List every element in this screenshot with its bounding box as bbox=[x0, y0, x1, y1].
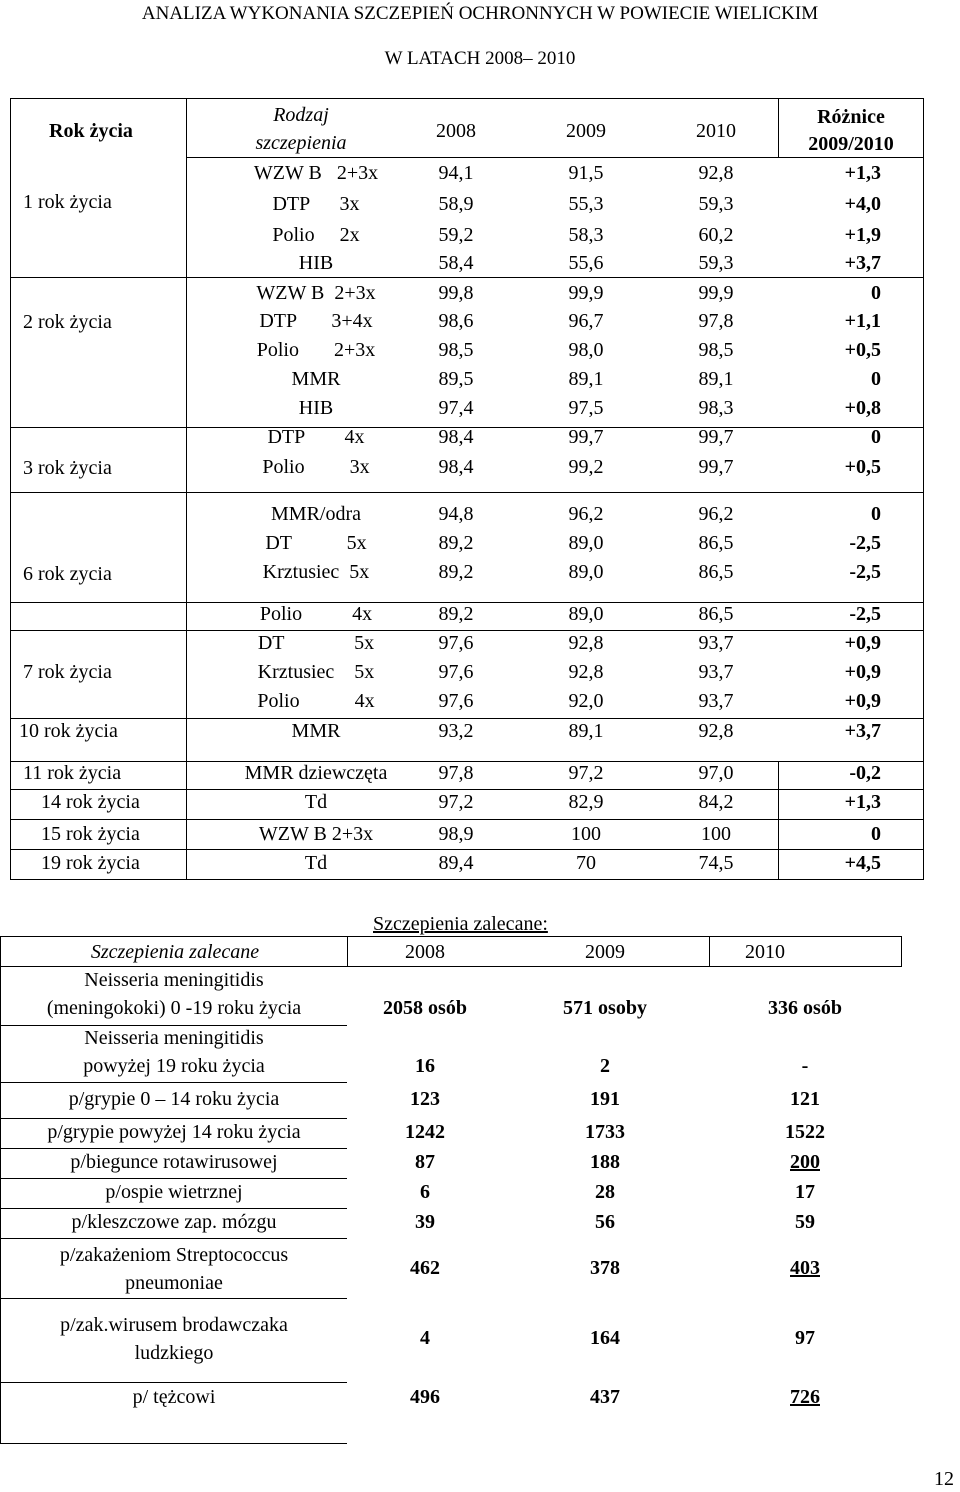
row-vaccine: HIB bbox=[298, 252, 334, 274]
row-vaccine: Polio 2x bbox=[272, 224, 360, 246]
row-vaccine: Polio 2+3x bbox=[256, 339, 376, 361]
rec-row-2009: 164 bbox=[590, 1327, 620, 1349]
rec-row-2010: 1522 bbox=[785, 1121, 825, 1143]
row-diff: +0,9 bbox=[844, 632, 881, 654]
rec-row-2008: 87 bbox=[415, 1151, 435, 1173]
age-group-label: 11 rok życia bbox=[23, 762, 122, 784]
row-diff: +3,7 bbox=[844, 720, 881, 742]
row-vaccine: Td bbox=[304, 852, 328, 874]
rec-row-label: powyżej 19 roku życia bbox=[83, 1055, 265, 1077]
row-2010: 74,5 bbox=[698, 852, 734, 874]
row-vaccine: Polio 4x bbox=[257, 690, 375, 712]
rec-row-2009: 56 bbox=[595, 1211, 615, 1233]
row-2008: 58,9 bbox=[438, 193, 474, 215]
rec-row-label: p/zakażeniom Streptococcus bbox=[59, 1244, 289, 1266]
row-2010: 92,8 bbox=[698, 720, 734, 742]
rec-row-label: pneumoniae bbox=[125, 1272, 223, 1294]
rec-row-label: p/kleszczowe zap. mózgu bbox=[71, 1211, 277, 1233]
row-diff: +1,3 bbox=[844, 791, 881, 813]
rec-row-label: p/grypie powyżej 14 roku życia bbox=[47, 1121, 301, 1143]
row-2010: 99,9 bbox=[698, 282, 734, 304]
row-2010: 86,5 bbox=[698, 603, 734, 625]
row-2010: 97,0 bbox=[698, 762, 734, 784]
row-2008: 89,2 bbox=[438, 561, 474, 583]
row-2009: 96,7 bbox=[568, 310, 604, 332]
row-vaccine: Td bbox=[304, 791, 328, 813]
header-diff-2: 2009/2010 bbox=[808, 133, 894, 155]
age-group-label: 6 rok zycia bbox=[23, 563, 112, 585]
row-2009: 89,0 bbox=[568, 603, 604, 625]
row-2010: 59,3 bbox=[698, 193, 734, 215]
recommended-heading: Szczepienia zalecane: bbox=[373, 913, 548, 935]
rec-row-2010: 59 bbox=[795, 1211, 815, 1233]
row-2009: 97,5 bbox=[568, 397, 604, 419]
rec-row-label: Neisseria meningitidis bbox=[84, 969, 264, 991]
row-2010: 60,2 bbox=[698, 224, 734, 246]
row-2008: 93,2 bbox=[438, 720, 474, 742]
row-2008: 97,6 bbox=[438, 661, 474, 683]
row-vaccine: Krztusiec 5x bbox=[262, 561, 370, 583]
row-2008: 98,9 bbox=[438, 823, 474, 845]
row-2010: 98,3 bbox=[698, 397, 734, 419]
row-vaccine: MMR bbox=[291, 368, 341, 390]
row-vaccine: DT 5x bbox=[257, 632, 375, 654]
row-vaccine: DTP 4x bbox=[267, 426, 365, 448]
row-2008: 98,4 bbox=[438, 456, 474, 478]
row-diff: +4,0 bbox=[844, 193, 881, 215]
row-diff: 0 bbox=[871, 503, 881, 525]
row-2009: 89,0 bbox=[568, 532, 604, 554]
rec-row-2009: 378 bbox=[590, 1257, 620, 1279]
row-2009: 100 bbox=[571, 823, 601, 845]
rec-row-2008: 496 bbox=[410, 1386, 440, 1408]
row-2009: 82,9 bbox=[568, 791, 604, 813]
row-diff: +3,7 bbox=[844, 252, 881, 274]
row-2010: 98,5 bbox=[698, 339, 734, 361]
row-2008: 89,2 bbox=[438, 532, 474, 554]
row-vaccine: DTP 3x bbox=[272, 193, 360, 215]
row-2008: 94,8 bbox=[438, 503, 474, 525]
header-2010: 2010 bbox=[696, 120, 736, 142]
rec-header-2009: 2009 bbox=[585, 941, 625, 963]
rec-row-2008: 6 bbox=[420, 1181, 430, 1203]
rec-row-2010: 726 bbox=[790, 1386, 820, 1408]
rec-row-label: p/ospie wietrznej bbox=[105, 1181, 243, 1203]
row-vaccine: WZW B 2+3x bbox=[253, 162, 379, 184]
row-2009: 58,3 bbox=[568, 224, 604, 246]
row-2009: 55,3 bbox=[568, 193, 604, 215]
row-2009: 91,5 bbox=[568, 162, 604, 184]
document-subtitle: W LATACH 2008– 2010 bbox=[384, 48, 576, 69]
row-2010: 92,8 bbox=[698, 162, 734, 184]
rec-row-2010: 336 osób bbox=[768, 997, 842, 1019]
row-vaccine: DTP 3+4x bbox=[259, 310, 373, 332]
row-diff: +1,9 bbox=[844, 224, 881, 246]
row-2010: 100 bbox=[701, 823, 731, 845]
rec-row-2010: - bbox=[801, 1055, 809, 1077]
rec-row-2009: 571 osoby bbox=[563, 997, 647, 1019]
rec-row-2010: 403 bbox=[790, 1257, 820, 1279]
row-diff: 0 bbox=[871, 282, 881, 304]
row-2009: 99,7 bbox=[568, 426, 604, 448]
row-2010: 93,7 bbox=[698, 690, 734, 712]
rec-row-label: (meningokoki) 0 -19 roku życia bbox=[46, 997, 302, 1019]
row-2009: 92,8 bbox=[568, 632, 604, 654]
rec-row-2009: 28 bbox=[595, 1181, 615, 1203]
row-vaccine: Polio 4x bbox=[259, 603, 373, 625]
row-diff: +0,9 bbox=[844, 661, 881, 683]
age-group-label: 1 rok życia bbox=[23, 191, 112, 213]
age-group-label: 3 rok życia bbox=[23, 457, 112, 479]
rec-row-2008: 123 bbox=[410, 1088, 440, 1110]
row-diff: -2,5 bbox=[849, 603, 881, 625]
rec-row-2008: 39 bbox=[415, 1211, 435, 1233]
row-diff: +0,8 bbox=[844, 397, 881, 419]
rec-row-label: ludzkiego bbox=[134, 1342, 214, 1364]
row-vaccine: Polio 3x bbox=[262, 456, 370, 478]
row-diff: +1,3 bbox=[844, 162, 881, 184]
header-age: Rok życia bbox=[49, 120, 133, 142]
row-vaccine: MMR dziewczęta bbox=[244, 762, 388, 784]
row-2010: 89,1 bbox=[698, 368, 734, 390]
row-2008: 97,6 bbox=[438, 632, 474, 654]
header-type-2: szczepienia bbox=[255, 132, 347, 154]
row-2009: 99,2 bbox=[568, 456, 604, 478]
row-vaccine: MMR bbox=[291, 720, 341, 742]
rec-row-2009: 2 bbox=[600, 1055, 610, 1077]
rec-row-2010: 121 bbox=[790, 1088, 820, 1110]
row-2010: 93,7 bbox=[698, 661, 734, 683]
row-2008: 98,5 bbox=[438, 339, 474, 361]
row-2009: 99,9 bbox=[568, 282, 604, 304]
row-diff: -2,5 bbox=[849, 561, 881, 583]
row-2009: 55,6 bbox=[568, 252, 604, 274]
page-number: 12 bbox=[934, 1468, 954, 1490]
rec-row-2008: 1242 bbox=[405, 1121, 445, 1143]
row-2009: 97,2 bbox=[568, 762, 604, 784]
row-2008: 97,4 bbox=[438, 397, 474, 419]
rec-row-label: p/zak.wirusem brodawczaka bbox=[60, 1314, 288, 1336]
rec-row-2009: 191 bbox=[590, 1088, 620, 1110]
row-diff: +0,5 bbox=[844, 456, 881, 478]
row-2009: 89,1 bbox=[568, 720, 604, 742]
age-group-label: 14 rok życia bbox=[41, 791, 140, 813]
rec-row-label: p/grypie 0 – 14 roku życia bbox=[68, 1088, 280, 1110]
rec-row-2008: 462 bbox=[410, 1257, 440, 1279]
row-2010: 96,2 bbox=[698, 503, 734, 525]
header-2008: 2008 bbox=[436, 120, 476, 142]
age-group-label: 19 rok życia bbox=[41, 852, 140, 874]
document-title: ANALIZA WYKONANIA SZCZEPIEŃ OCHRONNYCH W POWIECIE WIELICKIM bbox=[141, 3, 819, 24]
row-2009: 89,0 bbox=[568, 561, 604, 583]
row-2008: 59,2 bbox=[438, 224, 474, 246]
rec-row-2010: 17 bbox=[795, 1181, 815, 1203]
row-diff: -0,2 bbox=[849, 762, 881, 784]
row-2008: 97,6 bbox=[438, 690, 474, 712]
rec-row-label: p/ tężcowi bbox=[132, 1386, 216, 1408]
row-2008: 97,2 bbox=[438, 791, 474, 813]
row-diff: +1,1 bbox=[844, 310, 881, 332]
row-2008: 58,4 bbox=[438, 252, 474, 274]
row-2009: 92,8 bbox=[568, 661, 604, 683]
row-diff: 0 bbox=[871, 368, 881, 390]
age-group-label: 10 rok życia bbox=[19, 720, 118, 742]
row-2010: 97,8 bbox=[698, 310, 734, 332]
row-vaccine: HIB bbox=[298, 397, 334, 419]
rec-row-2009: 188 bbox=[590, 1151, 620, 1173]
rec-row-2010: 200 bbox=[790, 1151, 820, 1173]
row-2010: 84,2 bbox=[698, 791, 734, 813]
row-2010: 99,7 bbox=[698, 456, 734, 478]
row-diff: 0 bbox=[871, 426, 881, 448]
rec-header-label: Szczepienia zalecane bbox=[90, 941, 260, 963]
rec-row-label: Neisseria meningitidis bbox=[84, 1027, 264, 1049]
rec-row-label: p/biegunce rotawirusowej bbox=[70, 1151, 278, 1173]
row-2010: 86,5 bbox=[698, 532, 734, 554]
row-2008: 94,1 bbox=[438, 162, 474, 184]
row-diff: +4,5 bbox=[844, 852, 881, 874]
row-vaccine: WZW B 2+3x bbox=[256, 282, 376, 304]
vaccination-table bbox=[10, 98, 924, 880]
row-vaccine: Krztusiec 5x bbox=[257, 661, 375, 683]
rec-row-2008: 4 bbox=[420, 1327, 430, 1349]
rec-row-2008: 2058 osób bbox=[383, 997, 467, 1019]
row-2009: 92,0 bbox=[568, 690, 604, 712]
row-vaccine: WZW B 2+3x bbox=[258, 823, 374, 845]
row-2008: 89,2 bbox=[438, 603, 474, 625]
header-2009: 2009 bbox=[566, 120, 606, 142]
age-group-label: 15 rok życia bbox=[41, 823, 140, 845]
row-2009: 89,1 bbox=[568, 368, 604, 390]
row-2008: 89,4 bbox=[438, 852, 474, 874]
rec-header-2010: 2010 bbox=[745, 941, 785, 963]
header-type-1: Rodzaj bbox=[273, 104, 329, 126]
rec-row-2008: 16 bbox=[415, 1055, 435, 1077]
age-group-label: 7 rok życia bbox=[23, 661, 112, 683]
row-2010: 99,7 bbox=[698, 426, 734, 448]
row-2008: 98,6 bbox=[438, 310, 474, 332]
row-2008: 97,8 bbox=[438, 762, 474, 784]
rec-header-2008: 2008 bbox=[405, 941, 445, 963]
row-diff: +0,9 bbox=[844, 690, 881, 712]
row-2008: 99,8 bbox=[438, 282, 474, 304]
row-2010: 86,5 bbox=[698, 561, 734, 583]
row-2010: 93,7 bbox=[698, 632, 734, 654]
row-2008: 89,5 bbox=[438, 368, 474, 390]
rec-row-2010: 97 bbox=[795, 1327, 815, 1349]
row-2009: 98,0 bbox=[568, 339, 604, 361]
row-2009: 70 bbox=[576, 852, 596, 874]
row-vaccine: MMR/odra bbox=[271, 503, 361, 525]
row-2008: 98,4 bbox=[438, 426, 474, 448]
header-diff-1: Różnice bbox=[817, 106, 885, 128]
row-diff: -2,5 bbox=[849, 532, 881, 554]
rec-row-2009: 1733 bbox=[585, 1121, 625, 1143]
row-diff: 0 bbox=[871, 823, 881, 845]
rec-row-2009: 437 bbox=[590, 1386, 620, 1408]
row-vaccine: DT 5x bbox=[265, 532, 367, 554]
row-2009: 96,2 bbox=[568, 503, 604, 525]
row-2010: 59,3 bbox=[698, 252, 734, 274]
age-group-label: 2 rok życia bbox=[23, 311, 112, 333]
row-diff: +0,5 bbox=[844, 339, 881, 361]
